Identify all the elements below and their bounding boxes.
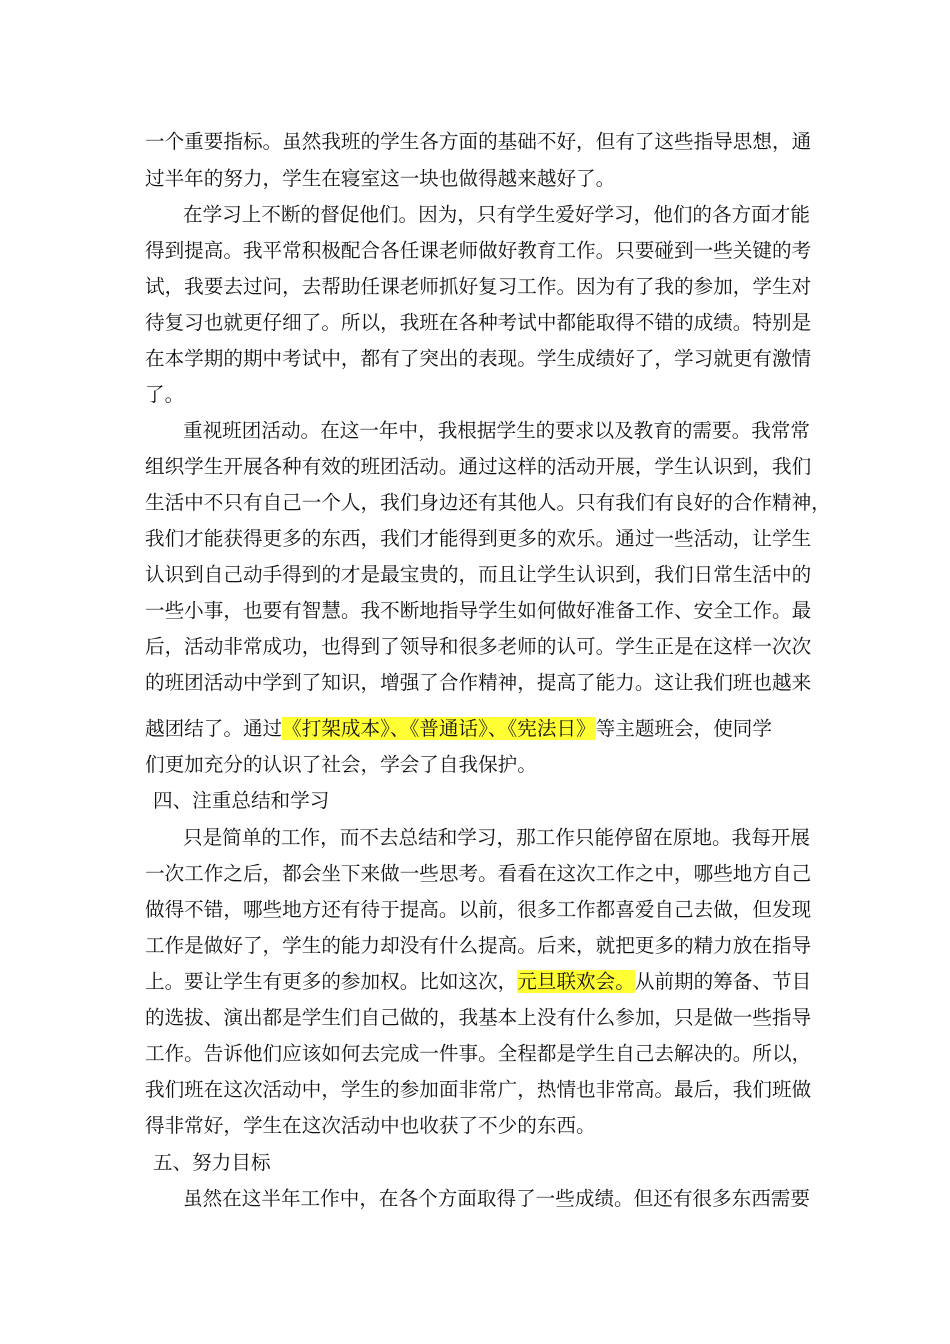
- text-line: 工作。告诉他们应该如何去完成一件事。全程都是学生自己去解决的。所以，: [145, 1042, 812, 1065]
- text-line: 在学习上不断的督促他们。因为，只有学生爱好学习，他们的各方面才能: [183, 203, 810, 226]
- text-line: 的班团活动中学到了知识，增强了合作精神，提高了能力。这让我们班也越来: [145, 671, 812, 694]
- text-line: 待复习也就更仔细了。所以，我班在各种考试中都能取得不错的成绩。特别是: [145, 311, 812, 334]
- text-line: 做得不错，哪些地方还有待于提高。以前，很多工作都喜爱自己去做，但发现: [145, 898, 812, 921]
- text-line: 重视班团活动。在这一年中，我根据学生的要求以及教育的需要。我常常: [183, 419, 810, 442]
- highlighted-text: 元旦联欢会。: [517, 970, 635, 993]
- text-line-with-highlight: [145, 711, 950, 747]
- text-line: 我们才能获得更多的东西，我们才能得到更多的欢乐。通过一些活动，让学生: [145, 527, 812, 550]
- text-line: 虽然在这半年工作中，在各个方面取得了一些成绩。但还有很多东西需要: [183, 1187, 810, 1210]
- text-line: 我们班在这次活动中，学生的参加面非常广，热情也非常高。最后，我们班做: [145, 1078, 812, 1101]
- text-line: 工作是做好了，学生的能力却没有什么提高。后来，就把更多的精力放在指导: [145, 934, 812, 957]
- text-line: 了。: [145, 383, 185, 406]
- text-line: 后，活动非常成功，也得到了领导和很多老师的认可。学生正是在这样一次次: [145, 635, 812, 658]
- text-line: 组织学生开展各种有效的班团活动。通过这样的活动开展，学生认识到，我们: [145, 455, 812, 478]
- text-line: 过半年的努力，学生在寝室这一块也做得越来越好了。: [145, 167, 616, 190]
- text-line-with-highlight: [145, 964, 950, 1000]
- highlighted-text: 《打架成本》、《普通话》、《宪法日》: [282, 717, 596, 740]
- text-segment: 从前期的筹备、节目: [634, 970, 812, 993]
- text-line: 试，我要去过问，去帮助任课老师抓好复习工作。因为有了我的参加，学生对: [145, 275, 812, 298]
- text-segment: 越团结了。通过: [145, 717, 283, 740]
- text-line: 在本学期的期中考试中，都有了突出的表现。学生成绩好了，学习就更有激情: [145, 347, 812, 370]
- text-line: 生活中不只有自己一个人，我们身边还有其他人。只有我们有良好的合作精神，: [145, 491, 831, 514]
- text-line: 得非常好，学生在这次活动中也收获了不少的东西。: [145, 1114, 596, 1137]
- section-heading: 五、努力目标: [153, 1151, 271, 1174]
- text-line: 的选拔、演出都是学生们自己做的，我基本上没有什么参加，只是做一些指导: [145, 1006, 812, 1029]
- text-line: 得到提高。我平常积极配合各任课老师做好教育工作。只要碰到一些关键的考: [145, 239, 812, 262]
- text-line: 认识到自己动手得到的才是最宝贵的，而且让学生认识到，我们日常生活中的: [145, 563, 812, 586]
- text-line: 只是简单的工作，而不去总结和学习，那工作只能停留在原地。我每开展: [183, 826, 810, 849]
- text-line: 一次工作之后，都会坐下来做一些思考。看看在这次工作之中，哪些地方自己: [145, 862, 812, 885]
- text-line: 们更加充分的认识了社会，学会了自我保护。: [145, 753, 537, 776]
- text-line: 一些小事，也要有智慧。我不断地指导学生如何做好准备工作、安全工作。最: [145, 599, 812, 622]
- section-heading: 四、注重总结和学习: [153, 789, 330, 812]
- text-segment: 上。要让学生有更多的参加权。比如这次，: [145, 970, 518, 993]
- text-line: 一个重要指标。虽然我班的学生各方面的基础不好，但有了这些指导思想，通: [145, 130, 812, 153]
- text-segment: 等主题班会，使同学: [595, 717, 772, 740]
